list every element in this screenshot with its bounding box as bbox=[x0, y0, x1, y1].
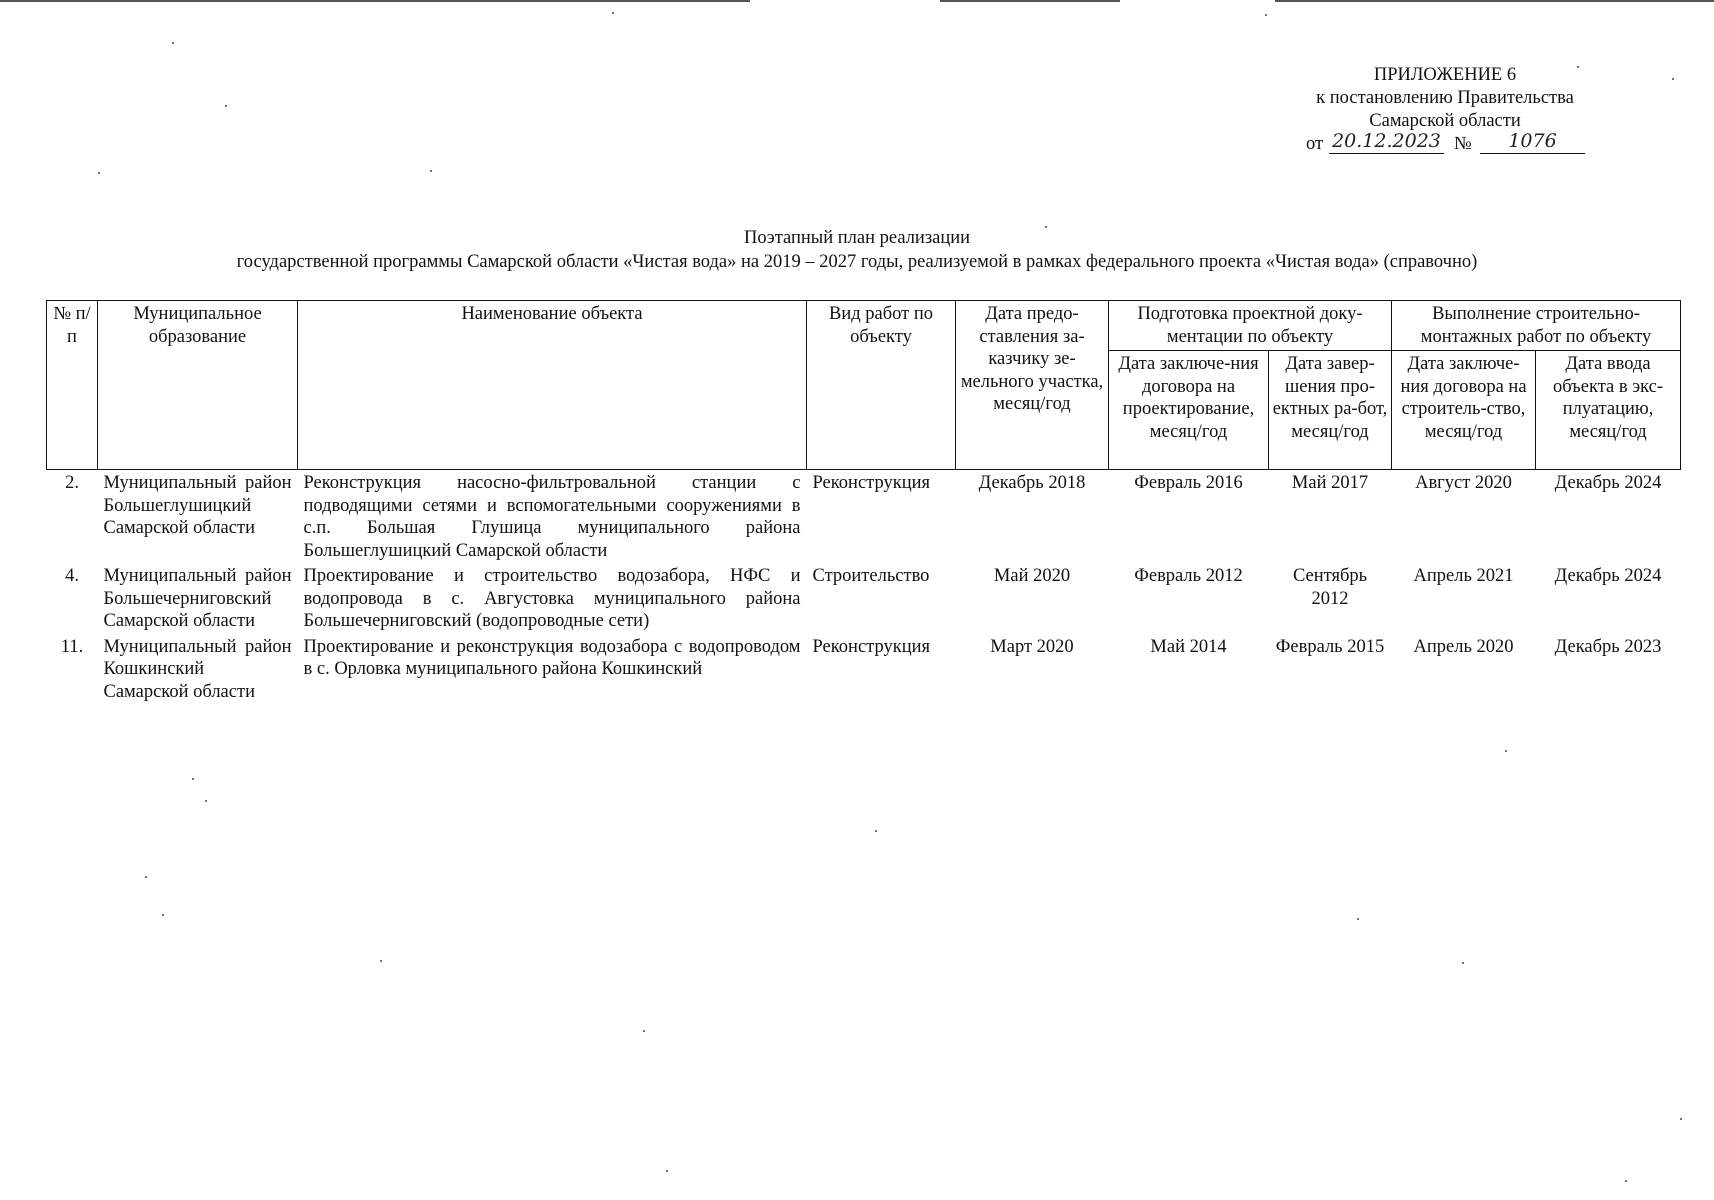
header-municipality: Муниципальное образование bbox=[98, 301, 298, 470]
cell-design-complete: Февраль 2015 bbox=[1275, 636, 1385, 657]
scan-speck bbox=[225, 105, 227, 107]
cell-num: 4. bbox=[65, 566, 79, 586]
cell-work-type: Реконструкция bbox=[812, 636, 931, 657]
table-row bbox=[47, 634, 1681, 705]
cell-municipality: Муниципальный район Кошкинский Самарской области bbox=[103, 636, 292, 702]
cell-design-contract: Май 2014 bbox=[1150, 636, 1227, 657]
resolution-label: к постановлению Правительства bbox=[1316, 88, 1574, 108]
scan-speck bbox=[172, 42, 174, 44]
cell-construction-contract: Август 2020 bbox=[1415, 473, 1512, 493]
cell-design-complete: Сентябрь 2012 bbox=[1292, 566, 1368, 609]
header-object: Наименование объекта bbox=[298, 301, 807, 470]
scan-speck bbox=[145, 876, 147, 878]
cell-object: Проектирование и реконструкция водозабора с водопроводом в с. Орловка муниципального района Кошкинский bbox=[303, 636, 801, 679]
cell-land-date: Март 2020 bbox=[990, 636, 1074, 657]
scan-speck bbox=[1680, 1118, 1682, 1120]
cell-object: Реконструкция насосно-фильтровальной станции с подводящими сетями и вспомогательными сооружениями в с.п. Большая Глушица муниципального района Большеглушицкий Самарской области bbox=[303, 473, 801, 561]
table-row bbox=[47, 470, 1681, 564]
scan-speck bbox=[1672, 78, 1674, 80]
cell-num: 11. bbox=[60, 636, 84, 657]
header-design-contract: Дата заключе-ния договора на проектирование, месяц/год bbox=[1109, 351, 1269, 470]
cell-num: 2. bbox=[65, 473, 79, 493]
cell-commissioning: Декабрь 2024 bbox=[1554, 566, 1662, 586]
region-label: Самарской области bbox=[1369, 111, 1521, 131]
header-work-type: Вид работ по объекту bbox=[807, 301, 956, 470]
cell-construction-contract: Апрель 2021 bbox=[1413, 566, 1514, 586]
scan-edge-line bbox=[0, 0, 750, 2]
title-line-1: Поэтапный план реализации bbox=[743, 228, 971, 248]
resolution-number: 1076 bbox=[1480, 130, 1585, 154]
header-construction-contract: Дата заключе-ния договора на строитель-ство, месяц/год bbox=[1392, 351, 1536, 470]
scan-edge-line bbox=[940, 0, 1120, 2]
cell-commissioning: Декабрь 2023 bbox=[1554, 636, 1662, 657]
cell-land-date: Декабрь 2018 bbox=[978, 473, 1086, 493]
header-num: № п/п bbox=[47, 301, 98, 470]
header-design-complete: Дата завер-шения про-ектных ра-бот, месяц/год bbox=[1269, 351, 1392, 470]
header-commissioning: Дата ввода объекта в экс-плуатацию, месяц/год bbox=[1536, 351, 1681, 470]
scan-speck bbox=[1357, 918, 1359, 920]
cell-design-complete: Май 2017 bbox=[1291, 473, 1369, 493]
cell-design-contract: Февраль 2016 bbox=[1134, 473, 1243, 493]
scan-speck bbox=[1505, 750, 1507, 752]
approval-block bbox=[1300, 64, 1590, 157]
scan-speck bbox=[430, 170, 432, 172]
scan-speck bbox=[205, 800, 207, 802]
resolution-date: 20.12.2023 bbox=[1329, 130, 1444, 154]
cell-construction-contract: Апрель 2020 bbox=[1413, 636, 1514, 657]
cell-object: Проектирование и строительство водозабора, НФС и водопровода в с. Августовка муниципального района Большечерниговский (водопроводные сети) bbox=[303, 566, 801, 631]
scan-speck bbox=[162, 914, 164, 916]
scan-speck bbox=[875, 830, 877, 832]
table-header-row bbox=[47, 301, 1681, 351]
appendix-label: ПРИЛОЖЕНИЕ 6 bbox=[1373, 65, 1517, 85]
header-land-date: Дата предо-ставления за-казчику зе-мельного участка, месяц/год bbox=[956, 301, 1109, 470]
scan-speck bbox=[1462, 962, 1464, 964]
header-design-group: Подготовка проектной доку-ментации по объекту bbox=[1109, 301, 1392, 351]
scan-speck bbox=[1265, 14, 1267, 16]
cell-municipality: Муниципальный район Большечерниговский Самарской области bbox=[103, 566, 292, 631]
scan-edge-line bbox=[1275, 0, 1714, 2]
title-line-2: государственной программы Самарской области «Чистая вода» на 2019 – 2027 годы, реализуемой в рамках федерального проекта «Чистая вода» (справочно) bbox=[236, 252, 1478, 272]
scan-speck bbox=[380, 960, 382, 962]
scan-speck bbox=[192, 778, 194, 780]
cell-municipality: Муниципальный район Большеглушицкий Самарской области bbox=[103, 473, 292, 538]
cell-land-date: Май 2020 bbox=[993, 566, 1071, 586]
resolution-reference bbox=[1300, 130, 1590, 157]
plan-table bbox=[46, 300, 1681, 704]
ref-number-label: № bbox=[1454, 134, 1472, 154]
scan-speck bbox=[643, 1030, 645, 1032]
cell-commissioning: Декабрь 2024 bbox=[1554, 473, 1662, 493]
table-row bbox=[47, 563, 1681, 634]
scan-speck bbox=[1625, 1180, 1627, 1182]
cell-work-type: Реконструкция bbox=[812, 473, 931, 493]
scan-speck bbox=[98, 172, 100, 174]
ref-prefix: от bbox=[1306, 134, 1324, 154]
scan-speck bbox=[612, 12, 614, 14]
header-construction-group: Выполнение строительно-монтажных работ по объекту bbox=[1392, 301, 1681, 351]
cell-design-contract: Февраль 2012 bbox=[1134, 566, 1243, 586]
cell-work-type: Строительство bbox=[812, 566, 930, 586]
document-title bbox=[0, 226, 1714, 274]
scan-speck bbox=[666, 1170, 668, 1172]
